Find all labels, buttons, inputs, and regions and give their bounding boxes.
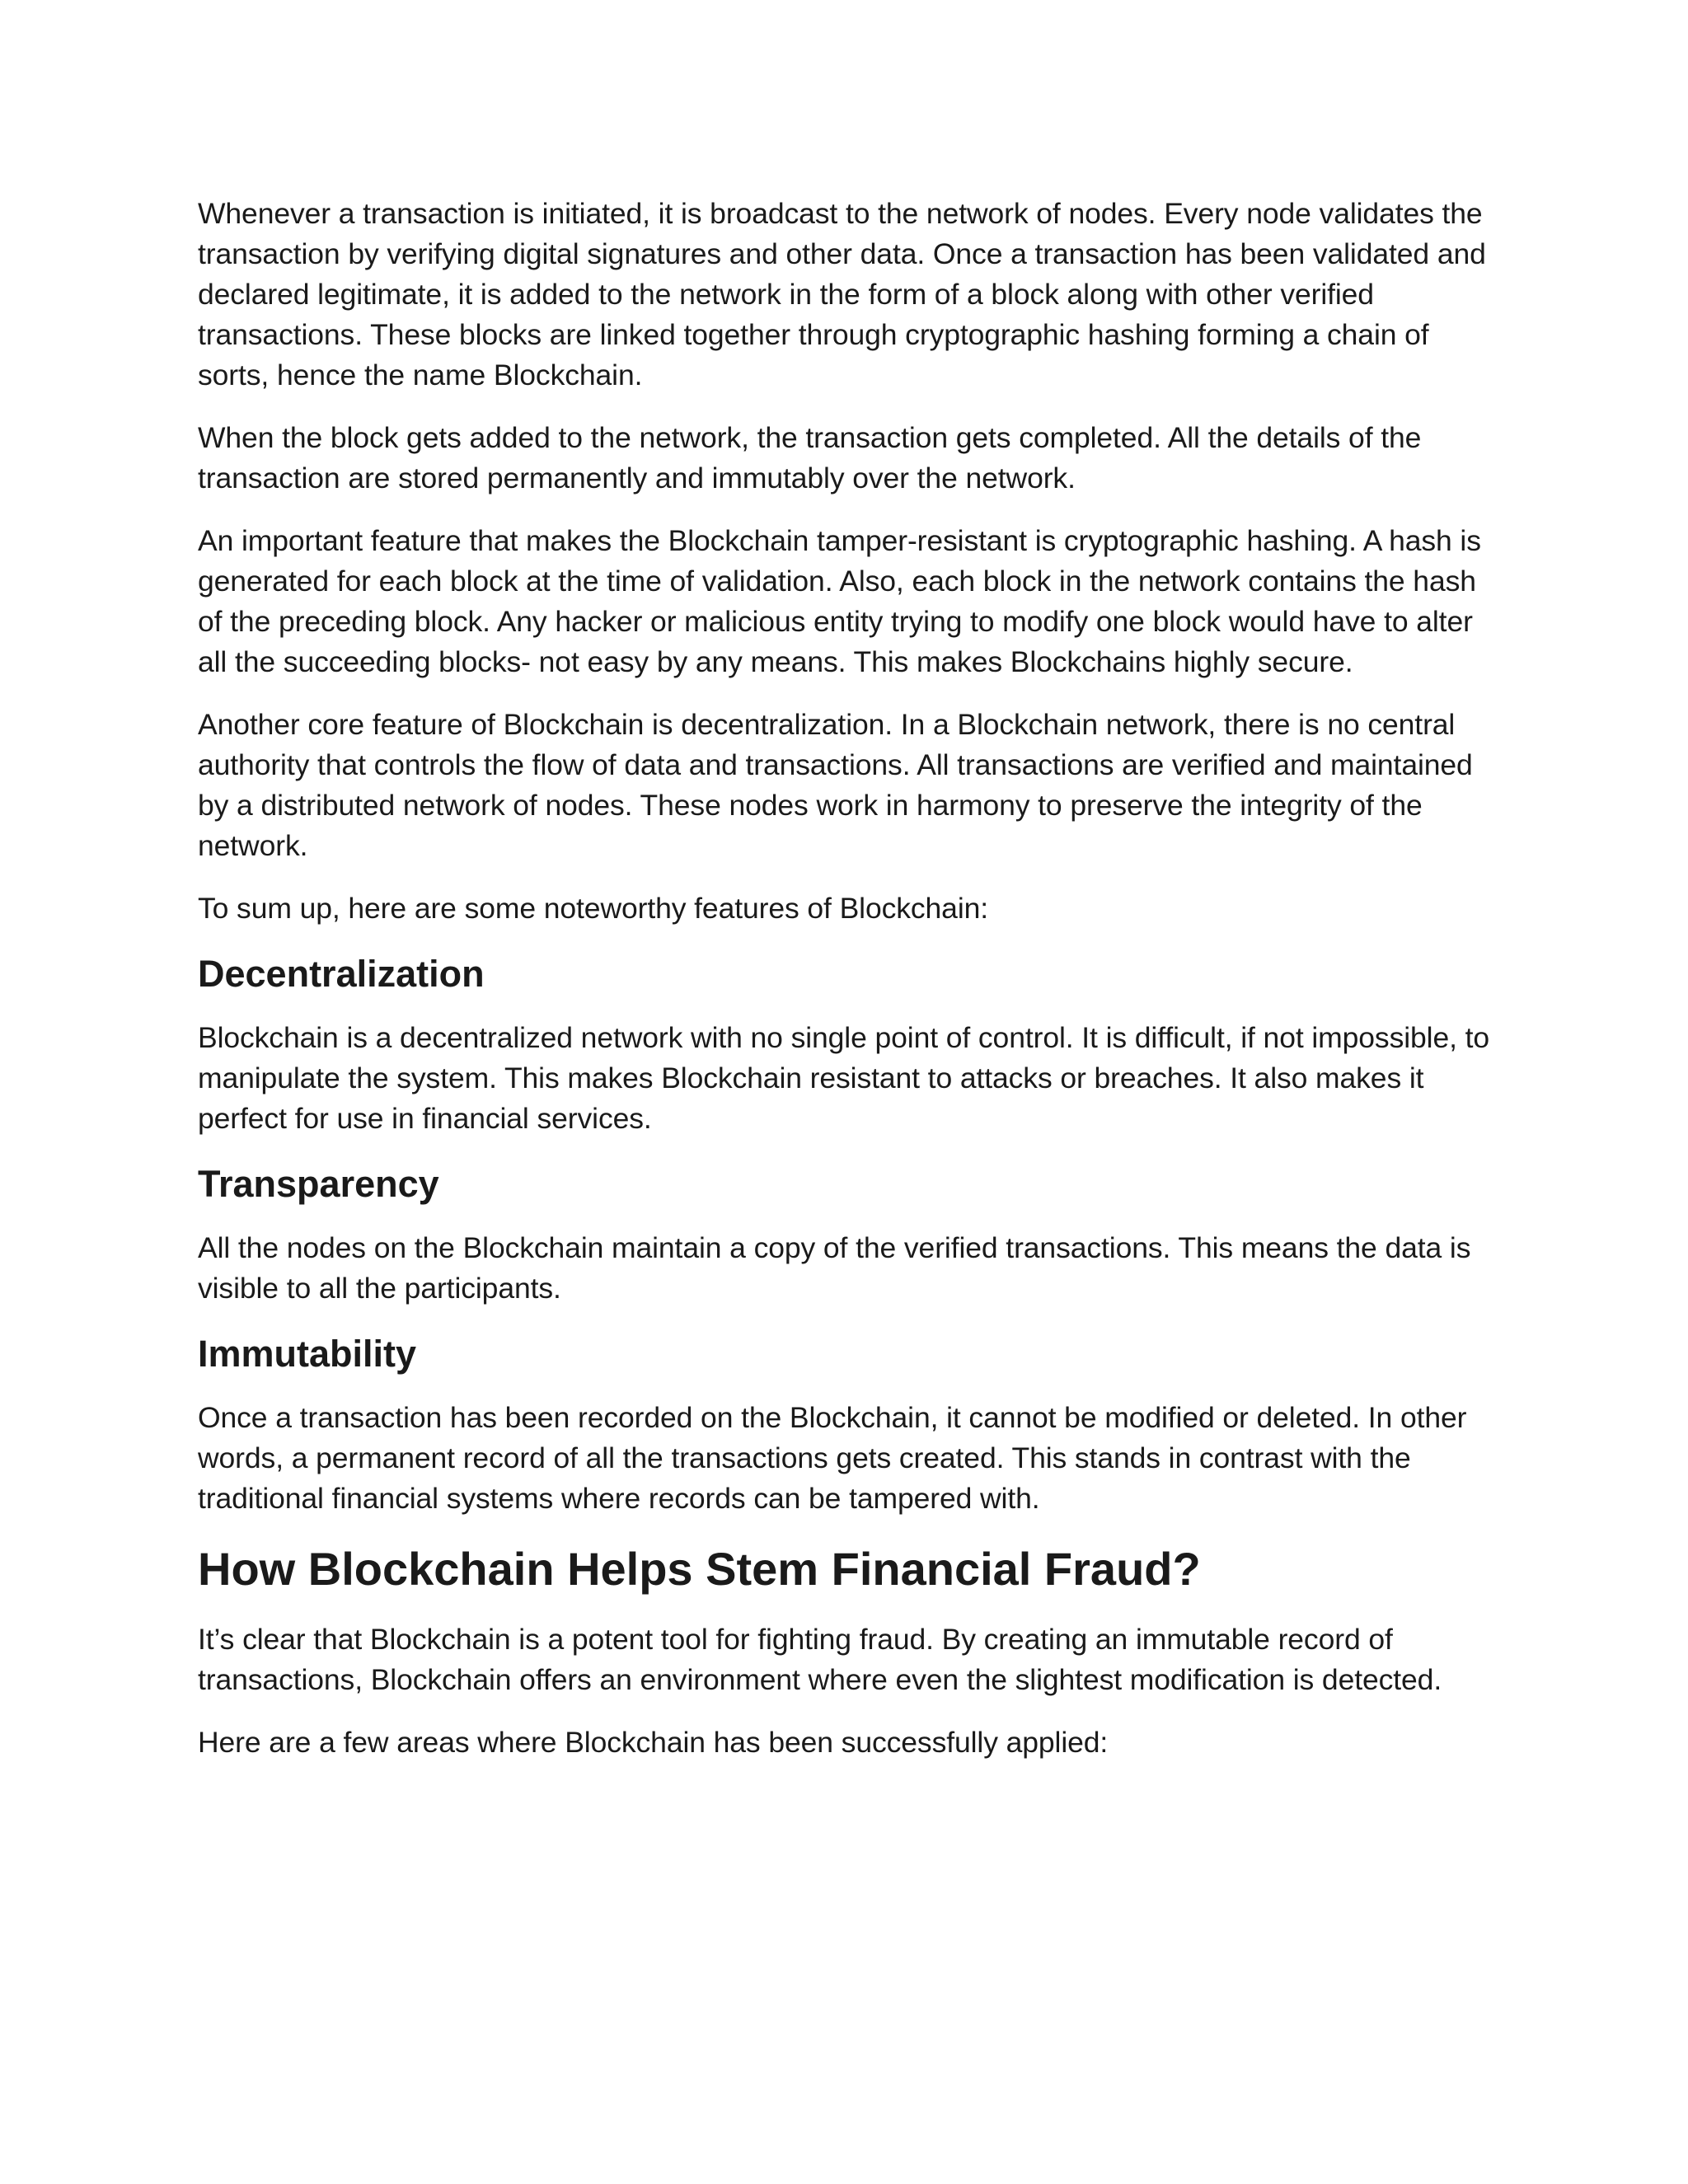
paragraph-decentralization: Blockchain is a decentralized network with no single point of control. It is difficult, if not impossible, to manipulate the system. This makes Blockchain resistant to attacks or breaches. It also makes it perfect for use in financial services. <box>198 1021 1490 1135</box>
intro-paragraph-hashing: An important feature that makes the Blockchain tamper-resistant is cryptographic hashing. A hash is generated for each block at the time of validation. Also, each block in the network contains the hash of the preceding block. Any hacker or malicious entity trying to modify one block would have to alter all the succeeding blocks- not easy by any means. This makes Blockchains highly secure. <box>198 524 1481 678</box>
heading-decentralization: Decentralization <box>198 953 485 995</box>
document-page <box>198 194 1500 1785</box>
intro-paragraph-transaction-broadcast: Whenever a transaction is initiated, it is broadcast to the network of nodes. Every node validates the transaction by verifying digital signatures and other data. Once a transaction has been validated and declared legitimate, it is added to the network in the form of a block along with other verified transactions. These blocks are linked together through cryptographic hashing forming a chain of sorts, hence the name Blockchain. <box>198 197 1486 391</box>
heading-transparency: Transparency <box>198 1163 439 1205</box>
heading-fraud-section: How Blockchain Helps Stem Financial Fraud? <box>198 1543 1201 1595</box>
paragraph-applied-areas: Here are a few areas where Blockchain has been successfully applied: <box>198 1726 1109 1759</box>
paragraph-transparency: All the nodes on the Blockchain maintain a copy of the verified transactions. This means the data is visible to all the participants. <box>198 1231 1471 1305</box>
paragraph-immutability: Once a transaction has been recorded on the Blockchain, it cannot be modified or deleted. In other words, a permanent record of all the transactions gets created. This stands in contrast with the traditional financial systems where records can be tampered with. <box>198 1401 1467 1515</box>
paragraph-fraud-tool: It’s clear that Blockchain is a potent tool for fighting fraud. By creating an immutable record of transactions, Blockchain offers an environment where even the slightest modification is detected. <box>198 1623 1442 1696</box>
intro-paragraph-block-added: When the block gets added to the network, the transaction gets completed. All the details of the transaction are stored permanently and immutably over the network. <box>198 421 1422 494</box>
heading-immutability: Immutability <box>198 1333 417 1375</box>
intro-paragraph-decentralization: Another core feature of Blockchain is decentralization. In a Blockchain network, there is no central authority that controls the flow of data and transactions. All transactions are verified and maintained by a distributed network of nodes. These nodes work in harmony to preserve the integrity of the network. <box>198 708 1473 862</box>
intro-paragraph-summary: To sum up, here are some noteworthy features of Blockchain: <box>198 892 989 925</box>
